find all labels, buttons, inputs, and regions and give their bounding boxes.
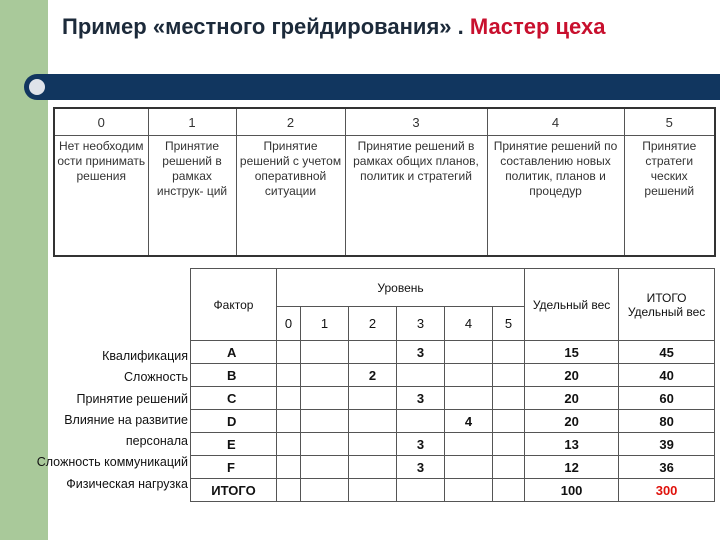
factor-letter: F — [191, 456, 277, 479]
factor-name: Сложность — [124, 370, 188, 385]
factor-level-value: 2 — [349, 364, 397, 387]
factor-total: 39 — [619, 433, 715, 456]
factor-name: персонала — [125, 434, 188, 449]
level-number: 1 — [301, 307, 349, 341]
grade-scale-table — [53, 107, 716, 257]
total-weight-header: ИТОГО Удельный вес — [619, 269, 715, 341]
grade-description-row — [54, 136, 715, 257]
factor-total-weight: 100 — [525, 479, 619, 502]
factor-letter: A — [191, 341, 277, 364]
factor-letter: D — [191, 410, 277, 433]
grade-number: 0 — [54, 108, 148, 136]
factor-level-value: 3 — [397, 433, 445, 456]
factor-row — [191, 433, 715, 456]
header-dot — [29, 79, 45, 95]
factor-weight: 20 — [525, 364, 619, 387]
factor-letter: E — [191, 433, 277, 456]
factor-name: Физическая нагрузка — [66, 476, 188, 491]
factor-scoring-table — [190, 268, 715, 502]
factor-row — [191, 341, 715, 364]
grade-description: Принятие стратеги ческих решений — [624, 136, 715, 257]
factor-level-value: 3 — [397, 456, 445, 479]
grade-description: Принятие решений по составлению новых политик, планов и процедур — [487, 136, 624, 257]
level-number: 5 — [493, 307, 525, 341]
factor-name: Принятие решений — [76, 391, 188, 406]
level-number: 0 — [277, 307, 301, 341]
grade-number: 5 — [624, 108, 715, 136]
grade-number: 4 — [487, 108, 624, 136]
header-band — [24, 74, 720, 100]
grade-number: 3 — [345, 108, 487, 136]
factor-weight: 13 — [525, 433, 619, 456]
factor-total: 36 — [619, 456, 715, 479]
grade-number: 1 — [148, 108, 236, 136]
level-header: Уровень — [277, 269, 525, 307]
factor-total: 80 — [619, 410, 715, 433]
factor-weight: 20 — [525, 410, 619, 433]
grade-description: Принятие решений в рамках инструк- ций — [148, 136, 236, 257]
factor-row — [191, 364, 715, 387]
grade-description: Принятие решений с учетом оперативной ситуации — [236, 136, 345, 257]
factor-total: 45 — [619, 341, 715, 364]
title-main: Пример «местного грейдирования» . — [62, 14, 470, 39]
grade-description: Нет необходим ости принимать решения — [54, 136, 148, 257]
level-number: 4 — [445, 307, 493, 341]
factor-name: Влияние на развитие — [64, 412, 188, 427]
page-title — [62, 14, 605, 40]
factor-total: 60 — [619, 387, 715, 410]
factor-header: Фактор — [191, 269, 277, 341]
factor-weight: 15 — [525, 341, 619, 364]
factor-weight: 20 — [525, 387, 619, 410]
grade-number: 2 — [236, 108, 345, 136]
factor-level-value: 3 — [397, 341, 445, 364]
factor-letter: C — [191, 387, 277, 410]
factor-level-value: 4 — [445, 410, 493, 433]
factor-total: 40 — [619, 364, 715, 387]
factor-row — [191, 456, 715, 479]
factor-total-row — [191, 479, 715, 502]
factor-total-label: ИТОГО — [191, 479, 277, 502]
factor-row — [191, 387, 715, 410]
level-number: 2 — [349, 307, 397, 341]
factor-total-sum: 300 — [619, 479, 715, 502]
factor-level-value: 3 — [397, 387, 445, 410]
grade-number-row — [54, 108, 715, 136]
factor-name: Сложность коммуникаций — [36, 455, 188, 470]
factor-names-list — [0, 346, 188, 495]
factor-header-row-1 — [191, 269, 715, 307]
title-accent: Мастер цеха — [469, 14, 606, 39]
level-number: 3 — [397, 307, 445, 341]
grade-description: Принятие решений в рамках общих планов, политик и стратегий — [345, 136, 487, 257]
factor-name: Квалификация — [102, 349, 188, 363]
factor-letter: B — [191, 364, 277, 387]
weight-header: Удельный вес — [525, 269, 619, 341]
factor-row — [191, 410, 715, 433]
factor-weight: 12 — [525, 456, 619, 479]
